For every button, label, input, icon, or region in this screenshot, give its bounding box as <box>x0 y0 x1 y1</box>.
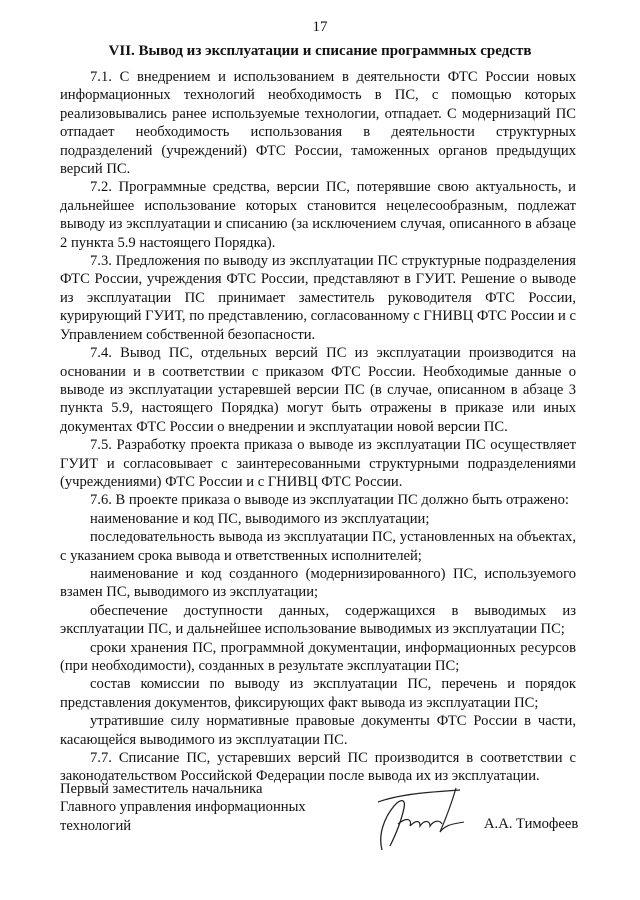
list-item: наименование и код созданного (модернизированного) ПС, используемого взамен ПС, выводимого из эксплуатации; <box>60 565 576 601</box>
paragraph-7-2: 7.2. Программные средства, версии ПС, потерявшие свою актуальность, и дальнейшее использование которых становится нецелесообразным, подлежат выводу из эксплуатации и списанию (за исключением случая, описанного в абзаце 2 пункта 5.9 настоящего Порядка). <box>60 179 576 251</box>
handwritten-signature <box>360 780 490 860</box>
paragraph-7-3: 7.3. Предложения по выводу из эксплуатации ПС структурные подразделения ФТС России, учреждения ФТС России, представляют в ГУИТ. Решение о выводе из эксплуатации ПС принимает заместитель руководителя ФТС России, курирующий ГУИТ, по представлению, согласованному с ГНИВЦ ФТС России и с Управлением собственной безопасности. <box>60 253 576 343</box>
list-item: утратившие силу нормативные правовые документы ФТС России в части, касающейся выводимого из эксплуатации ПС. <box>60 713 576 748</box>
signature-block <box>60 780 600 870</box>
paragraph-7-5: 7.5. Разработку проекта приказа о выводе из эксплуатации ПС осуществляет ГУИТ и согласовывает с заинтересованными структурными подразделениями (учреждениями) ФТС России и с ГНИВЦ ФТС России. <box>60 437 576 490</box>
list-item: последовательность вывода из эксплуатации ПС, установленных на объектах, с указанием срока вывода и ответственных исполнителей; <box>60 529 576 564</box>
signer-name: А.А. Тимофеев <box>484 816 579 832</box>
paragraph-7-1: 7.1. С внедрением и использованием в деятельности ФТС России новых информационных технологий необходимость в ПС, с помощью которых реализовывались ранее используемые технологии, отпадает. С модернизаций ПС отпадает необходимость использования в деятельности структурных подразделений (учреждений) ФТС России, таможенных органов предыдущих версий ПС. <box>60 69 576 178</box>
section-title: VII. Вывод из эксплуатации и списание программных средств <box>108 43 532 59</box>
list-item: наименование и код ПС, выводимого из эксплуатации; <box>90 510 430 527</box>
page-number: 17 <box>312 19 328 35</box>
signer-position: Первый заместитель начальника Главного управления информационных технологий <box>60 781 306 834</box>
list-item: обеспечение доступности данных, содержащихся в выводимых из эксплуатации ПС, и дальнейшее использование выводимых из эксплуатации ПС; <box>60 602 576 638</box>
list-item: сроки хранения ПС, программной документации, информационных ресурсов (при необходимости), созданных в результате эксплуатации ПС; <box>60 639 576 674</box>
paragraph-7-6: 7.6. В проекте приказа о выводе из эксплуатации ПС должно быть отражено: <box>90 492 569 509</box>
list-item: состав комиссии по выводу из эксплуатации ПС, перечень и порядок представления документов, фиксирующих факт вывода из эксплуатации ПС; <box>60 676 576 711</box>
paragraph-7-4: 7.4. Вывод ПС, отдельных версий ПС из эксплуатации производится на основании и в соответствии с приказом ФТС России. Необходимые данные о выводе из эксплуатации устаревшей версии ПС (в случае, описанном в абзаце 3 пункта 5.9, настоящего Порядка) могут быть отражены в приказе или иных документах ФТС России о внедрении и эксплуатации новой версии ПС. <box>60 345 576 435</box>
document-body <box>60 68 576 786</box>
paragraph-7-7: 7.7. Списание ПС, устаревших версий ПС производится в соответствии с законодательством Российской Федерации после вывода их из эксплуатации. <box>60 750 576 785</box>
